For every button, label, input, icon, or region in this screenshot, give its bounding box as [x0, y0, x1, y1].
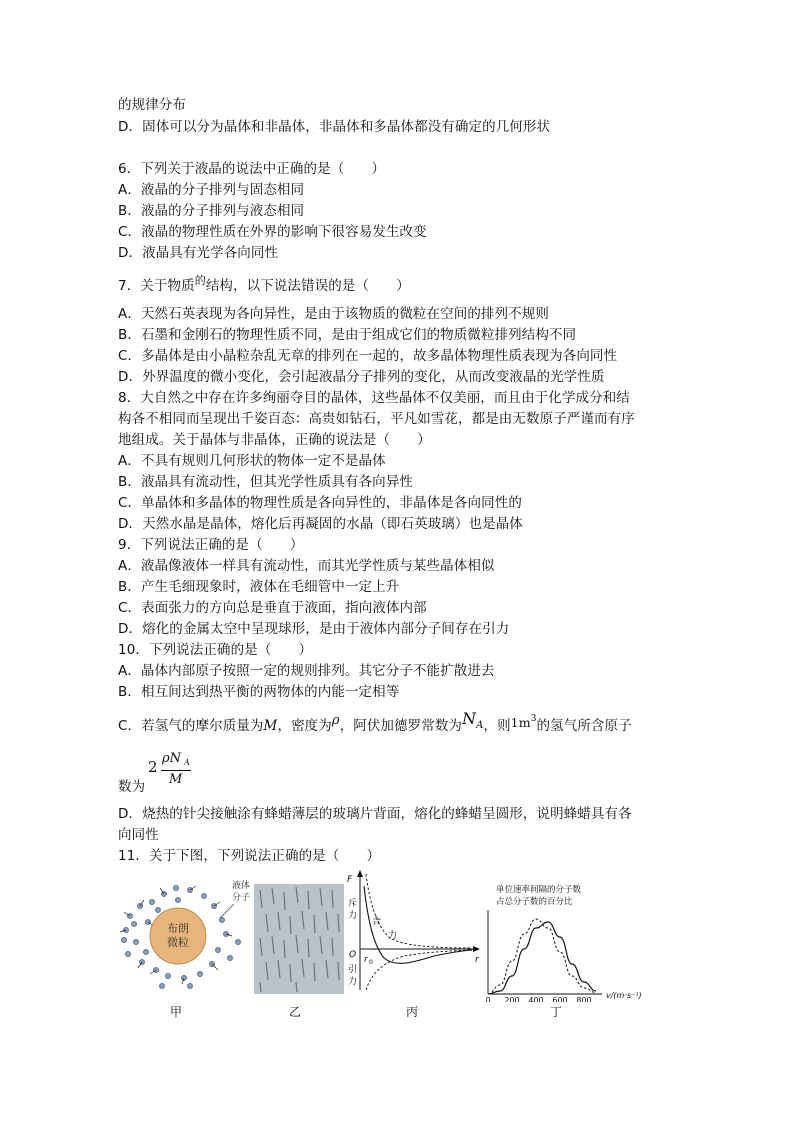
x-tick-label: 400	[528, 996, 544, 1002]
axis-label-F: F	[347, 875, 353, 885]
net-force-label: 合	[372, 917, 382, 927]
caption-ding: 丁	[550, 1005, 563, 1019]
figure-molecular-force	[344, 866, 484, 998]
option-c	[118, 709, 632, 737]
option-b: B．石墨和金刚石的物理性质不同，是由于组成它们的物质微粒排列结构不同	[118, 327, 577, 343]
math-symbol: ρ	[331, 713, 340, 728]
caption-bing: 丙	[406, 1005, 419, 1019]
option-c: C．表面张力的方向总是垂直于液面，指向液体内部	[118, 600, 427, 616]
text-line: 向同性	[118, 827, 159, 843]
repulsion-curve	[366, 874, 472, 948]
option-b: B．产生毛细现象时，液体在毛细管中一定上升	[118, 579, 400, 595]
option-d: D．熔化的金属太空中呈现球形，是由于液体内部分子间存在引力	[118, 621, 510, 637]
liquid-label: 液体	[232, 881, 251, 891]
chart-title: 占总分子数的百分比	[496, 897, 573, 907]
option-b: B．相互间达到热平衡的两物体的内能一定相等	[118, 684, 400, 700]
option-c: C．液晶的物理性质在外界的影响下很容易发生改变	[118, 224, 427, 240]
series-line-dashed	[488, 919, 596, 994]
text-span: C．若氢气的摩尔质量为	[118, 718, 264, 734]
formula-coefficient: 2	[148, 758, 158, 776]
r0-label: r	[364, 955, 368, 965]
question-6-stem: 6．下列关于液晶的说法中正确的是（ ）	[118, 161, 386, 177]
x-tick-label: 200	[504, 996, 520, 1002]
chart-series-group	[488, 919, 596, 994]
formula	[148, 751, 198, 791]
question-8-stem: 8．大自然之中存在许多绚丽夺目的晶体，这些晶体不仅美丽，而且由于化学成分和结	[118, 390, 630, 406]
series-line-solid	[488, 922, 596, 994]
text-line: 地组成。关于晶体与非晶体，正确的说法是（ ）	[118, 432, 431, 448]
option-a: A．晶体内部原子按照一定的规则排列。其它分子不能扩散进去	[118, 663, 495, 679]
particle-label: 微粒	[167, 936, 189, 949]
net-force-label: 力	[388, 931, 398, 941]
axis-label-r: r	[475, 955, 479, 965]
chart-title: 单位速率间隔的分子数	[496, 885, 582, 895]
formula-numerator: ρN	[162, 751, 182, 766]
text-line: 的规律分布	[118, 97, 186, 113]
text-line: 数为	[118, 779, 146, 795]
question-10-stem: 10．下列说法正确的是（ ）	[118, 642, 313, 658]
formula-subscript: A	[184, 758, 190, 767]
option-a: A．液晶像液体一样具有流动性，而其光学性质与某些晶体相似	[118, 558, 495, 574]
option-d: D．外界温度的微小变化，会引起液晶分子排列的变化，从而改变液晶的光学性质	[118, 369, 605, 385]
option-b: B．液晶的分子排列与液态相同	[118, 203, 305, 219]
repulsion-label: 力	[348, 911, 358, 921]
math-symbol: N	[462, 709, 477, 728]
figure-brownian-motion	[118, 866, 253, 994]
text-span: 7．关于物质	[118, 278, 195, 294]
caption-jia: 甲	[170, 1005, 183, 1019]
x-tick-label: 600	[552, 996, 568, 1002]
attraction-label: 引	[348, 965, 358, 975]
figure-liquid-crystal	[254, 884, 344, 994]
x-tick-label: 800	[576, 996, 592, 1002]
attraction-label: 力	[348, 977, 358, 987]
option-c: C．多晶体是由小晶粒杂乱无章的排列在一起的，故多晶体物理性质表现为各向同性	[118, 348, 618, 364]
text-span: ，密度为	[277, 718, 332, 734]
question-9-stem: 9．下列说法正确的是（ ）	[118, 537, 304, 553]
option-d: D．烧热的针尖接触涂有蜂蜡薄层的玻璃片背面，熔化的蜂蜡呈圆形，说明蜂蜡具有各	[118, 806, 632, 822]
option-a: A．不具有规则几何形状的物体一定不是晶体	[118, 453, 386, 469]
text-span: 结构，以下说法错误的是（ ）	[205, 278, 410, 294]
particle-label: 布朗	[167, 922, 189, 935]
option-a: A．液晶的分子排列与固态相同	[118, 182, 305, 198]
text-span: 的	[194, 274, 206, 287]
math-symbol: 1m	[510, 715, 531, 730]
x-tick-label: 0	[485, 996, 491, 1002]
text-span: ，阿伏加德罗常数为	[339, 718, 463, 734]
origin-label: O	[349, 950, 357, 960]
liquid-label: 分子	[232, 893, 251, 903]
option-a: A．天然石英表现为各向异性，是由于该物质的微粒在空间的排列不规则	[118, 306, 549, 322]
r0-subscript: 0	[369, 959, 373, 966]
option-b: B．液晶具有流动性，但其光学性质具有各向异性	[118, 474, 413, 490]
x-tick-labels	[485, 996, 591, 1002]
text-line: 构各不相同而呈现出千姿百态：高贵如钻石，平凡如雪花，都是由无数原子严谨而有序	[118, 411, 635, 427]
leader-line	[220, 904, 234, 918]
math-symbol: A	[476, 720, 484, 731]
figure-speed-distribution-chart	[478, 882, 678, 1002]
option-c: C．单晶体和多晶体的物理性质是各向异性的，非晶体是各向同性的	[118, 495, 522, 511]
text-span: 的氢气所含原子	[536, 718, 632, 734]
text-line: D．固体可以分为晶体和非晶体，非晶体和多晶体都没有确定的几何形状	[118, 119, 551, 135]
x-axis-unit: v/(m·s⁻¹)	[606, 991, 642, 1000]
question-7-stem	[118, 274, 410, 296]
question-11-stem: 11．关于下图，下列说法正确的是（ ）	[118, 848, 381, 864]
math-symbol: 3	[530, 714, 537, 724]
option-d: D．天然水晶是晶体，熔化后再凝固的水晶（即石英玻璃）也是晶体	[118, 516, 523, 532]
math-symbol: M	[263, 718, 278, 734]
y-axis-arrow	[357, 870, 363, 877]
formula-denominator: M	[169, 772, 183, 787]
text-span: ，则	[483, 718, 511, 734]
option-d: D．液晶具有光学各向同性	[118, 245, 279, 261]
caption-yi: 乙	[289, 1005, 302, 1019]
fraction-bar	[161, 770, 191, 771]
repulsion-label: 斥	[348, 899, 358, 909]
